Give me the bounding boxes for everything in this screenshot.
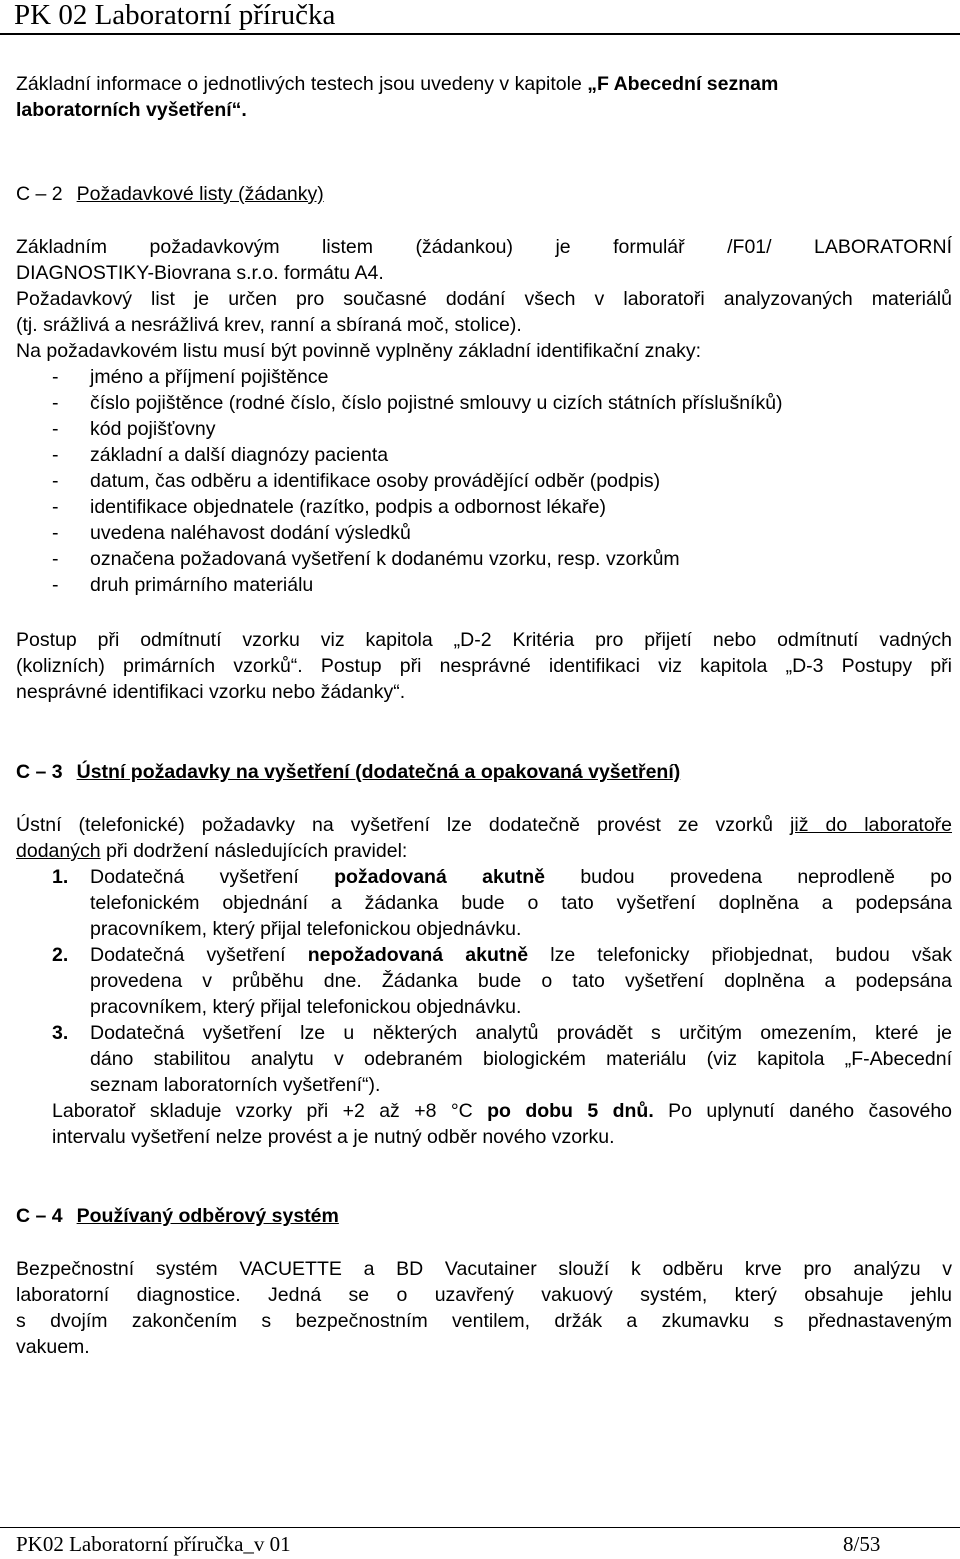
c2-p2-line-2: (tj. srážlivá a nesrážlivá krev, ranní a sbíraná moč, stolice).	[16, 314, 522, 336]
c3-p1-line-2	[16, 840, 407, 862]
rule-3-line-1: Dodatečná vyšetření lze u některých analytů provádět s určitým omezením, které je	[90, 1022, 952, 1044]
list-bullet: -	[52, 574, 59, 596]
storage-text: Po uplynutí daného časového	[653, 1100, 953, 1122]
rule-text: lze telefonicky přiobjednat, budou však	[528, 944, 952, 966]
rule-number: 3.	[52, 1022, 69, 1044]
list-item: označena požadovaná vyšetření k dodanému vzorku, resp. vzorkům	[90, 548, 680, 570]
header-title: PK 02 Laboratorní příručka	[14, 0, 336, 31]
c2-p1-line-1: Základním požadavkovým listem (žádankou) je formulář /F01/ LABORATORNÍ	[16, 236, 952, 258]
intro-line-1	[16, 73, 778, 95]
rule-emphasis: nepožadovaná akutně	[307, 944, 529, 966]
section-heading-c2	[16, 183, 324, 205]
list-bullet: -	[52, 392, 59, 414]
section-number: C – 4	[16, 1205, 63, 1227]
rule-1-line-3: pracovníkem, který přijal telefonickou objednávku.	[90, 918, 522, 940]
rule-1-line-2: telefonickém objednání a žádanka bude o tato vyšetření doplněna a podepsána	[90, 892, 952, 914]
c2-p4-line-2: (kolizních) primárních vzorků“. Postup při nesprávné identifikaci viz kapitola „D-3 Postupy při	[16, 655, 952, 677]
list-item: číslo pojištěnce (rodné číslo, číslo pojistné smlouvy u cizích státních příslušníků)	[90, 392, 783, 414]
c4-p-line-1: Bezpečnostní systém VACUETTE a BD Vacutainer slouží k odběru krve pro analýzu v	[16, 1258, 952, 1280]
list-bullet: -	[52, 522, 59, 544]
list-item: základní a další diagnózy pacienta	[90, 444, 389, 466]
section-heading-c3	[16, 761, 680, 783]
section-number: C – 3	[16, 761, 63, 783]
section-heading-c4	[16, 1205, 339, 1227]
intro-line-2: laboratorních vyšetření“.	[16, 99, 247, 121]
footer-doc-name: PK02 Laboratorní příručka_v 01	[16, 1532, 291, 1556]
intro-chapter-ref: „F Abecední seznam	[587, 73, 779, 95]
c3-p1-underlined: dodaných	[16, 840, 101, 862]
rule-number: 2.	[52, 944, 69, 966]
list-item: druh primárního materiálu	[90, 574, 314, 596]
storage-text: Laboratoř skladuje vzorky při +2 až +8 °C	[52, 1100, 488, 1122]
rule-text: budou provedena neprodleně po	[544, 866, 952, 888]
c3-p1-line-1	[16, 814, 952, 836]
rule-1-line-1	[90, 866, 952, 888]
c3-p1-text: Ústní (telefonické) požadavky na vyšetření lze dodatečně provést ze vzorků	[16, 814, 791, 836]
footer-divider	[0, 1527, 960, 1528]
c2-p3-intro: Na požadavkovém listu musí být povinně vyplněny základní identifikační znaky:	[16, 340, 702, 362]
list-bullet: -	[52, 418, 59, 440]
list-item: jméno a příjmení pojištěnce	[90, 366, 329, 388]
list-bullet: -	[52, 496, 59, 518]
c2-p1-line-2: DIAGNOSTIKY-Biovrana s.r.o. formátu A4.	[16, 262, 384, 284]
rule-text: Dodatečná vyšetření	[90, 944, 308, 966]
section-number: C – 2	[16, 183, 63, 205]
section-title: Požadavkové listy (žádanky)	[76, 183, 324, 205]
storage-emphasis: po dobu 5 dnů.	[487, 1100, 654, 1122]
rule-2-line-2: provedena v průběhu dne. Žádanka bude o tato vyšetření doplněna a podepsána	[90, 970, 952, 992]
list-bullet: -	[52, 548, 59, 570]
header-divider	[0, 33, 960, 35]
c4-p-line-3: s dvojím zakončením s bezpečnostním ventilem, držák a zkumavku s přednastaveným	[16, 1310, 952, 1332]
c3-p1-text: při dodržení následujících pravidel:	[100, 840, 408, 862]
rule-number: 1.	[52, 866, 69, 888]
intro-text: Základní informace o jednotlivých testech jsou uvedeny v kapitole	[16, 73, 588, 95]
c4-p-line-2: laboratorní diagnostice. Jedná se o uzavřený vakuový systém, který obsahuje jehlu	[16, 1284, 952, 1306]
c2-p2-line-1: Požadavkový list je určen pro současné dodání všech v laboratoři analyzovaných materiálů	[16, 288, 952, 310]
list-bullet: -	[52, 366, 59, 388]
storage-line-2: intervalu vyšetření nelze provést a je nutný odběr nového vzorku.	[52, 1126, 615, 1148]
list-item: identifikace objednatele (razítko, podpis a odbornost lékaře)	[90, 496, 606, 518]
c3-p1-underlined: již do laboratoře	[790, 814, 952, 836]
rule-text: Dodatečná vyšetření	[90, 866, 335, 888]
rule-emphasis: požadovaná akutně	[334, 866, 545, 888]
c2-p4-line-3: nesprávné identifikaci vzorku nebo žádanky“.	[16, 681, 406, 703]
rule-3-line-3: seznam laboratorních vyšetření“).	[90, 1074, 381, 1096]
section-title: Ústní požadavky na vyšetření (dodatečná a opakovaná vyšetření)	[76, 761, 681, 783]
list-bullet: -	[52, 444, 59, 466]
rule-2-line-1	[90, 944, 952, 966]
c4-p-line-4: vakuem.	[16, 1336, 90, 1358]
footer-page-number: 8/53	[843, 1532, 881, 1556]
rule-3-line-2: dáno stabilitou analytu v odebraném biologickém materiálu (viz kapitola „F-Abecední	[90, 1048, 952, 1070]
c2-p4-line-1: Postup při odmítnutí vzorku viz kapitola „D-2 Kritéria pro přijetí nebo odmítnutí vadných	[16, 629, 952, 651]
storage-line-1	[52, 1100, 952, 1122]
section-title: Používaný odběrový systém	[76, 1205, 339, 1227]
rule-2-line-3: pracovníkem, který přijal telefonickou objednávku.	[90, 996, 522, 1018]
list-item: uvedena naléhavost dodání výsledků	[90, 522, 411, 544]
list-item: kód pojišťovny	[90, 418, 216, 440]
list-bullet: -	[52, 470, 59, 492]
page-header	[0, 0, 960, 37]
list-item: datum, čas odběru a identifikace osoby provádějící odběr (podpis)	[90, 470, 661, 492]
